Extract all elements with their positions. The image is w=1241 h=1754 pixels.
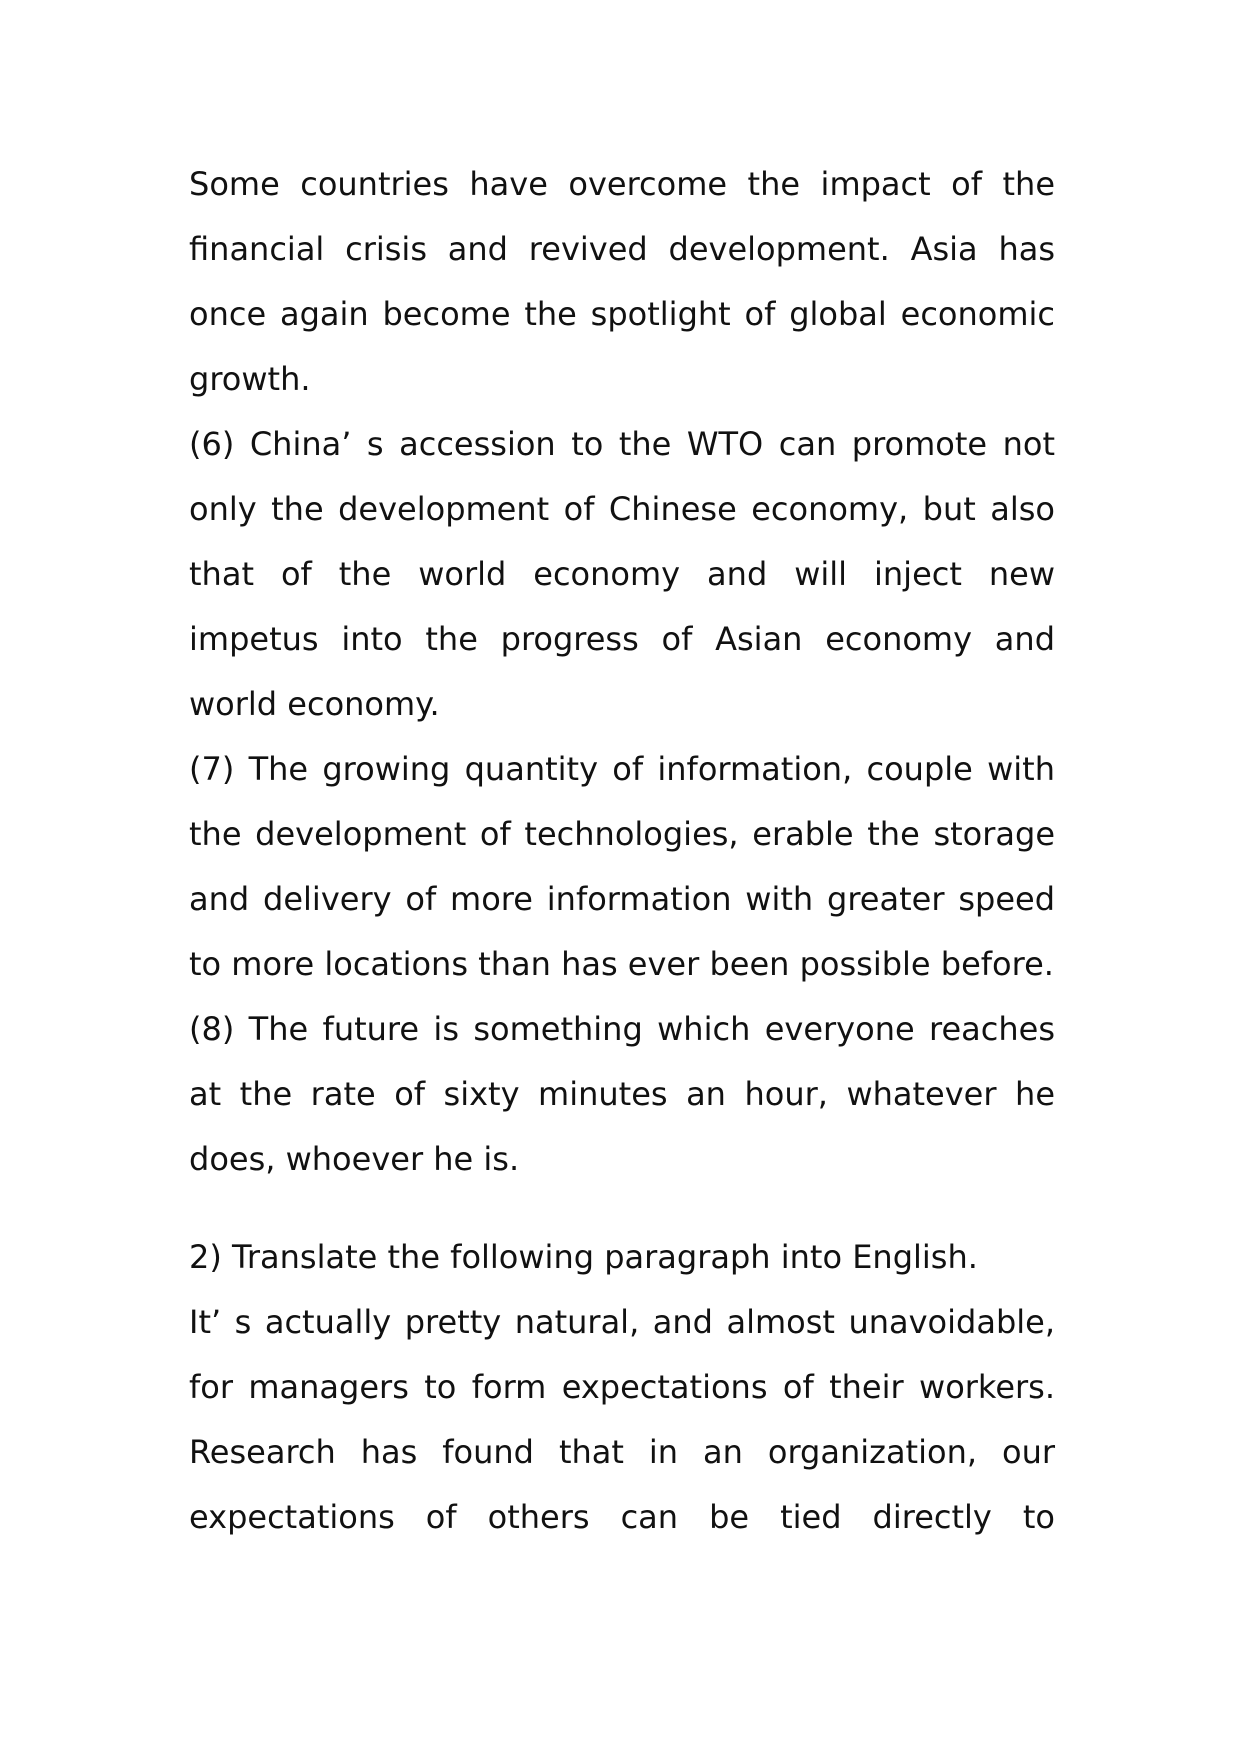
paragraph-item-6: (6) China’ s accession to the WTO can promote not only the development of Chinese economy, but also that of the world economy and will inject new impetus into the progress of Asian economy and world economy. xyxy=(189,425,1055,723)
section-heading: 2) Translate the following paragraph into English. xyxy=(189,1238,978,1276)
section-spacer xyxy=(189,1192,1055,1225)
document-page xyxy=(189,152,1055,1550)
section-paragraph: It’ s actually pretty natural, and almost unavoidable, for managers to form expectations of their workers. Research has found that in an organization, our expectations of others can be tied directly to xyxy=(189,1303,1055,1536)
paragraph-item-8: (8) The future is something which everyone reaches at the rate of sixty minutes an hour, whatever he does, whoever he is. xyxy=(189,1010,1055,1178)
paragraph-continued: Some countries have overcome the impact of the financial crisis and revived development. Asia has once again become the spotlight of global economic growth. xyxy=(189,165,1055,398)
paragraph-item-7: (7) The growing quantity of information, couple with the development of technologies, erable the storage and delivery of more information with greater speed to more locations than has ever been possible before. xyxy=(189,750,1055,983)
